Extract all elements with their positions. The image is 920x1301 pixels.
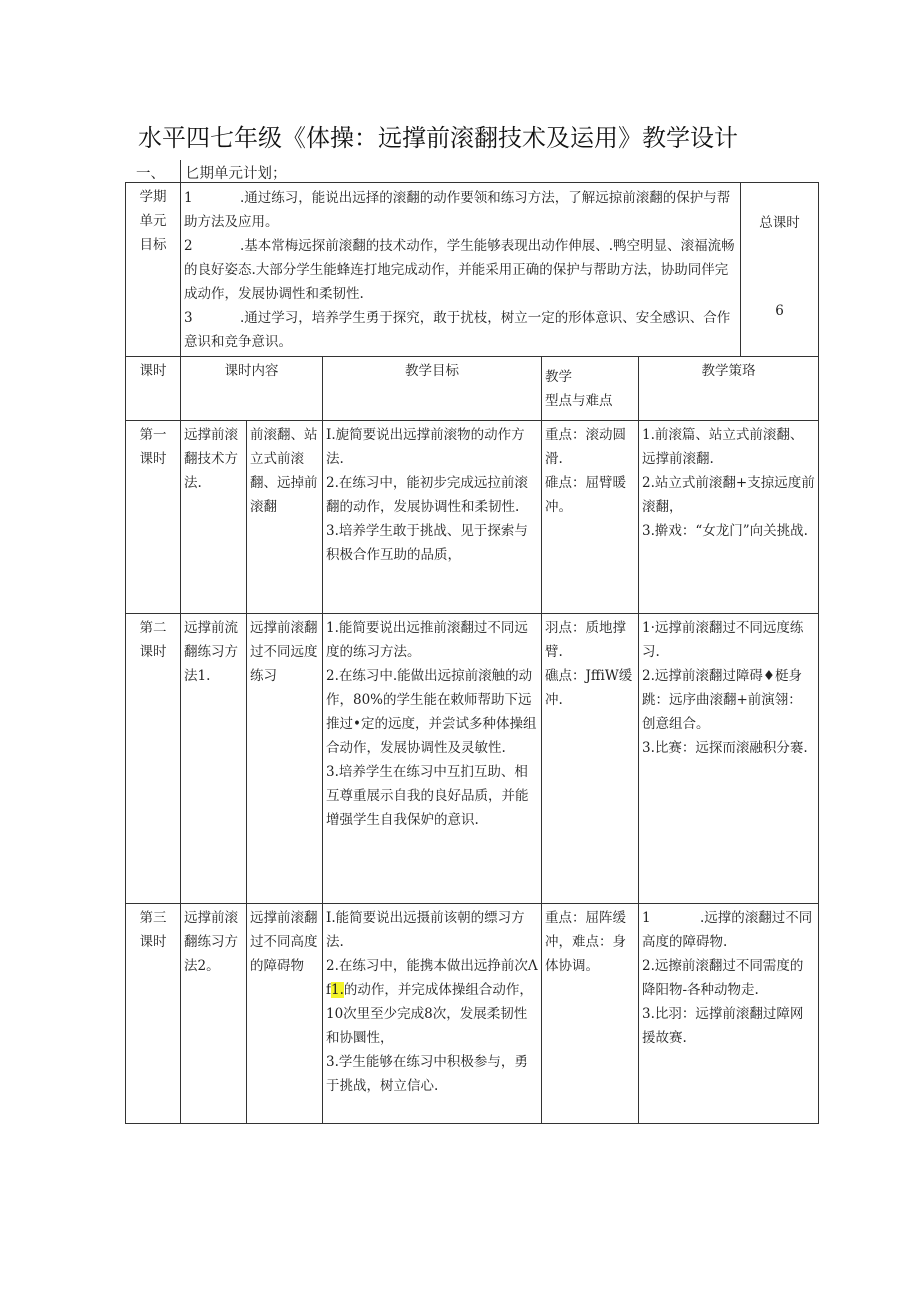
section-title: 匕期单元计划； [185, 166, 287, 182]
unit-goal-3: 3 .通过学习，培养学生勇于探究，敢于扰枝，树立一定的形体意识、安全感识、合作意识和竞争意识。 [184, 310, 731, 350]
strategy-item: 1.前滚篇、站立式前滚翻、远撑前滚翻. [642, 427, 804, 467]
keypoint-item: 礁点：JffiW缓冲. [545, 668, 633, 708]
unit-label-line: 学期 [139, 189, 167, 205]
lesson-plan-table [125, 182, 819, 1124]
lesson-label-line: 课时 [139, 451, 167, 467]
highlighted-text: 1. [331, 982, 344, 998]
objective-text: 2.在练习中，能携本做出远挣前次Λf [326, 958, 538, 998]
lesson-content-b: 远撑前滚翻过不同远度练习 [247, 614, 323, 904]
lesson-content-b: 远撑前滚翻过不同高度的障碍物 [247, 904, 323, 1124]
lesson-label-line: 课时 [139, 934, 167, 950]
lesson-label-line: 第二 [139, 620, 167, 636]
header-keypoints-line: 型点与难点 [545, 392, 613, 409]
table-row [126, 614, 819, 904]
objective-item: 3.培养学生敢于挑战、见于探索与积极合作互助的品质， [326, 523, 528, 563]
strategy-item: 2.远撑前滚翻过障碍♦梃身跳：远序曲滚翻+前演翎：创意组合。 [642, 668, 802, 732]
lesson-label-line: 第一 [139, 427, 167, 443]
keypoint-item: 羽点：质地撑臂. [545, 620, 626, 660]
lesson-label [126, 421, 181, 614]
unit-goals-label [126, 183, 181, 357]
objective-item: 2.在练习中，能初步完成远拉前滚翻的动作，发展协调性和柔韧性. [326, 475, 528, 515]
lesson-keypoints [542, 614, 639, 904]
unit-goal-2: 2 .基本常梅远探前滚翻的技术动作，学生能够表现出动作伸展、.鸭空明显、滚福流畅的良好姿态.大部分学生能蜂连打地完成动作，并能采用正确的保护与帮助方法，协助同伴完成动作，发展协调性和柔韧性. [184, 238, 735, 302]
lesson-content-a: 远撑前滚翻练习方法2。 [181, 904, 247, 1124]
objective-item: 3.学生能够在练习中积极参与，勇于挑战，树立信心. [326, 1054, 528, 1094]
total-hours-value: 6 [775, 303, 784, 319]
header-lesson: 课时 [126, 357, 181, 421]
strategy-item: 3.擀戏：“女龙门”向关挑战. [642, 523, 808, 539]
keypoint-item: 碓点：屈臂暖冲。 [545, 475, 626, 515]
lesson-content-a: 远撑前滚翻技术方法. [181, 421, 247, 614]
unit-label-line: 单元 [139, 213, 167, 229]
table-row [126, 421, 819, 614]
objective-item [326, 954, 538, 1050]
lesson-label [126, 904, 181, 1124]
table-row [126, 904, 819, 1124]
header-objective: 教学目标 [323, 357, 542, 421]
unit-goal-1: 1 .通过练习，能说出远择的滚翻的动作要领和练习方法，了解远掠前滚翻的保护与帮助方法及应用。 [184, 190, 731, 230]
lesson-content-b: 前滚翻、站立式前滚翻、远掉前滚翻 [247, 421, 323, 614]
strategy-item: 1·远撑前滚翻过不同远度练习. [642, 620, 804, 660]
total-hours-cell [741, 183, 819, 357]
lesson-keypoints [542, 421, 639, 614]
strategy-num: 1 [642, 910, 651, 926]
total-hours-label: 总课时 [759, 215, 800, 231]
header-content: 课时内容 [181, 357, 323, 421]
header-strategy: 教学策珞 [639, 357, 819, 421]
lesson-label [126, 614, 181, 904]
objective-item: 3.培养学生在练习中互扪互助、相互尊重展示自我的良好品质，并能增强学生自我保妒的意识. [326, 764, 529, 828]
objective-text: 的动作，并完成体操组合动作，10次里至少完成8次，发展柔韧性和协圜性， [326, 982, 533, 1046]
keypoint-item: 重点：滚动圆滑. [545, 427, 626, 467]
strategy-item: 2.站立式前滚翻+支掠远度前滚翻， [642, 475, 815, 515]
objective-item: I.能简要说出远摄前该朝的缥习方法. [326, 910, 525, 950]
section-divider [180, 160, 181, 182]
header-keypoints-line: 教学 [545, 368, 572, 385]
objective-item: 1.能简要说出远推前滚翻过不同远度的练习方法。 [326, 620, 528, 660]
lesson-strategy [639, 904, 819, 1124]
strategy-item: 2.远擦前滚翻过不同需度的降阳物-各种动物走. [642, 958, 804, 998]
table-header-row [126, 357, 819, 421]
keypoint-item: 重点：屈阵缓冲，难点：身体协调。 [545, 910, 626, 974]
strategy-text: .远撑的滚翻过不同高度的障碍物. [642, 910, 813, 950]
strategy-item: 3.比羽：远撑前滚翻过障网援故赛. [642, 1006, 804, 1046]
objective-item: 2.在练习中.能做出远掠前滚触的动作，80%的学生能在敕师帮助下远推过•定的远度，并尝试多种体操组合动作，发展协调性及灵敏性. [326, 668, 537, 756]
strategy-item: 3.比赛：远探而滚融积分褰. [642, 740, 808, 756]
page-title: 水平四七年级《体操：远撑前滚翻技术及运用》教学设计 [138, 124, 738, 152]
header-keypoints [542, 357, 639, 421]
lesson-label-line: 第三 [139, 910, 167, 926]
lesson-objectives [323, 421, 542, 614]
strategy-item [642, 906, 815, 954]
unit-goals-text [181, 183, 741, 357]
lesson-content-a: 远撑前流翻练习方法1. [181, 614, 247, 904]
lesson-label-line: 课时 [139, 644, 167, 660]
unit-label-line: 目标 [139, 237, 167, 253]
lesson-objectives [323, 904, 542, 1124]
section-number: 一、 [136, 166, 165, 182]
objective-item: I.旎简要说出远撑前滚物的动作方法. [326, 427, 525, 467]
lesson-strategy [639, 614, 819, 904]
lesson-objectives [323, 614, 542, 904]
unit-goals-row [126, 183, 819, 357]
lesson-keypoints [542, 904, 639, 1124]
lesson-strategy [639, 421, 819, 614]
